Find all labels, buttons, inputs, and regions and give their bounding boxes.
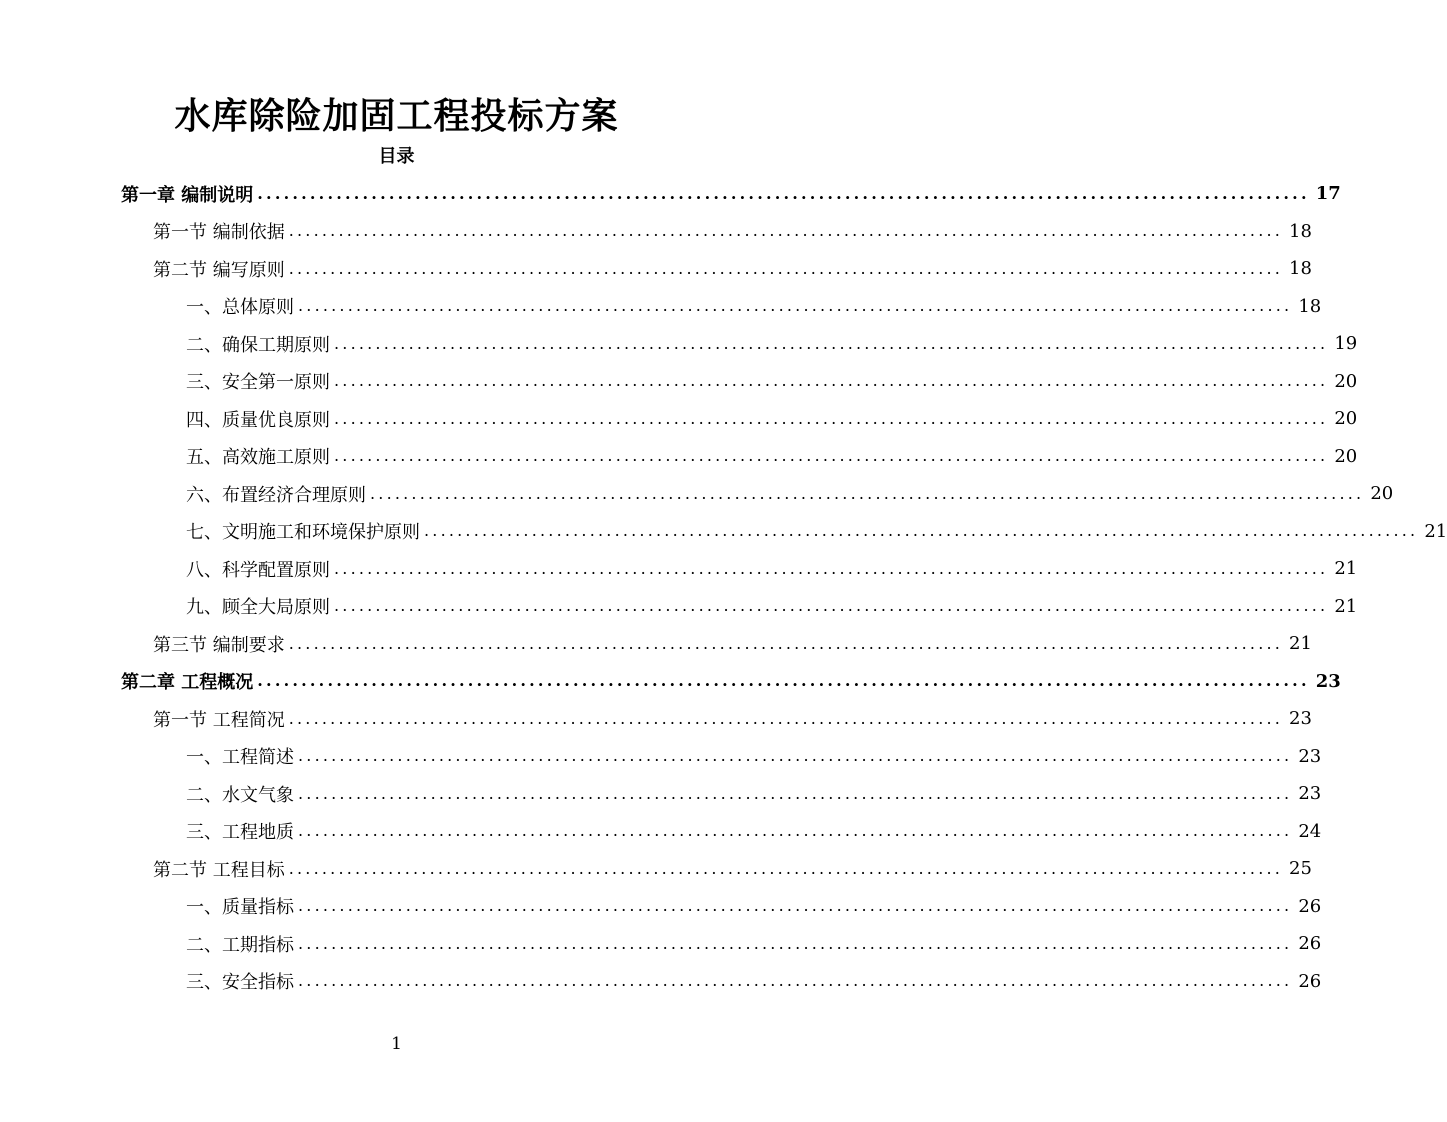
toc-entry[interactable] xyxy=(0,775,1322,813)
toc-dot-leader: ........................................................................................................................ xyxy=(334,596,1329,616)
toc-dot-leader: ........................................................................................................................ xyxy=(288,258,1284,278)
toc-entry-page-number: 18 xyxy=(1289,258,1312,280)
toc-entry-page-number: 18 xyxy=(1298,295,1322,317)
toc-entry[interactable] xyxy=(0,475,1394,513)
toc-entry-page-number: 25 xyxy=(1289,858,1312,880)
toc-entry-page-number: 26 xyxy=(1298,933,1322,955)
toc-entry-label: 二、确保工期原则 xyxy=(186,334,330,356)
toc-dot-leader: ........................................................................................................................ xyxy=(334,446,1329,466)
toc-entry-page-number: 21 xyxy=(1424,520,1447,542)
toc-entry[interactable] xyxy=(0,588,1358,626)
toc-heading: 目录 xyxy=(378,146,415,167)
toc-entry-label: 三、安全第一原则 xyxy=(186,372,330,394)
toc-entry[interactable] xyxy=(0,925,1322,963)
page-number: 1 xyxy=(391,1034,402,1054)
toc-entry-label: 九、顾全大局原则 xyxy=(186,597,330,619)
toc-entry-page-number: 21 xyxy=(1334,558,1358,580)
toc-dot-leader: ........................................................................................................................ xyxy=(288,858,1284,878)
toc-entry-page-number: 17 xyxy=(1315,183,1341,205)
toc-dot-leader: ........................................................................................................................ xyxy=(298,821,1293,841)
toc-dot-leader: ........................................................................................................................ xyxy=(288,708,1284,728)
toc-entry-page-number: 26 xyxy=(1298,970,1322,992)
toc-entry-page-number: 23 xyxy=(1315,670,1341,692)
toc-entry[interactable] xyxy=(0,625,1312,663)
toc-entry-label: 二、工期指标 xyxy=(186,934,294,956)
toc-entry-label: 第一节 工程简况 xyxy=(153,709,285,731)
toc-entry[interactable] xyxy=(0,363,1358,401)
table-of-contents xyxy=(0,175,1447,1000)
toc-entry-label: 第二节 工程目标 xyxy=(153,859,285,881)
document-title: 水库除险加固工程投标方案 xyxy=(174,95,619,137)
toc-entry-label: 第二章 工程概况 xyxy=(121,672,254,694)
toc-dot-leader: ........................................................................................................................ xyxy=(298,296,1293,316)
toc-entry-label: 一、总体原则 xyxy=(186,297,294,319)
toc-entry-page-number: 21 xyxy=(1334,595,1358,617)
toc-entry[interactable] xyxy=(0,400,1358,438)
toc-entry-label: 八、科学配置原则 xyxy=(186,559,330,581)
toc-entry-page-number: 23 xyxy=(1298,783,1322,805)
toc-entry-label: 第一节 编制依据 xyxy=(153,222,285,244)
toc-entry-label: 三、工程地质 xyxy=(186,822,294,844)
toc-dot-leader: ........................................................................................................................ xyxy=(334,371,1329,391)
toc-entry[interactable] xyxy=(0,963,1322,1001)
toc-entry-page-number: 24 xyxy=(1298,820,1322,842)
toc-dot-leader: ........................................................................................................................ xyxy=(334,408,1329,428)
toc-entry-page-number: 20 xyxy=(1370,483,1394,505)
toc-dot-leader: ........................................................................................................................ xyxy=(370,483,1365,503)
toc-entry[interactable] xyxy=(0,325,1358,363)
toc-dot-leader: ........................................................................................................................ xyxy=(298,746,1293,766)
toc-entry-label: 一、工程简述 xyxy=(186,747,294,769)
toc-entry[interactable] xyxy=(0,550,1358,588)
toc-entry-label: 五、高效施工原则 xyxy=(186,447,330,469)
toc-entry-label: 第一章 编制说明 xyxy=(121,184,254,206)
toc-entry[interactable] xyxy=(0,175,1341,213)
toc-dot-leader: ........................................................................................................................ xyxy=(298,783,1293,803)
toc-entry-label: 第三节 编制要求 xyxy=(153,634,285,656)
toc-entry[interactable] xyxy=(0,700,1312,738)
toc-entry-page-number: 20 xyxy=(1334,408,1358,430)
toc-entry-label: 一、质量指标 xyxy=(186,897,294,919)
toc-entry[interactable] xyxy=(0,813,1322,851)
toc-entry-label: 七、文明施工和环境保护原则 xyxy=(186,522,420,544)
toc-entry[interactable] xyxy=(0,738,1322,776)
toc-entry-page-number: 23 xyxy=(1289,708,1312,730)
toc-dot-leader: ........................................................................................................................ xyxy=(298,896,1293,916)
toc-dot-leader: ........................................................................................................................ xyxy=(257,671,1310,691)
toc-dot-leader: ........................................................................................................................ xyxy=(334,333,1329,353)
toc-entry[interactable] xyxy=(0,288,1322,326)
toc-entry-label: 六、布置经济合理原则 xyxy=(186,484,366,506)
toc-entry-page-number: 18 xyxy=(1289,220,1312,242)
toc-entry-page-number: 19 xyxy=(1334,333,1358,355)
toc-dot-leader: ........................................................................................................................ xyxy=(298,933,1293,953)
toc-entry[interactable] xyxy=(0,213,1312,251)
toc-entry-label: 三、安全指标 xyxy=(186,972,294,994)
toc-dot-leader: ........................................................................................................................ xyxy=(298,971,1293,991)
toc-dot-leader: ........................................................................................................................ xyxy=(424,521,1419,541)
toc-entry-page-number: 21 xyxy=(1289,633,1312,655)
toc-entry[interactable] xyxy=(0,438,1358,476)
toc-dot-leader: ........................................................................................................................ xyxy=(257,183,1310,203)
toc-dot-leader: ........................................................................................................................ xyxy=(334,558,1329,578)
toc-entry-page-number: 20 xyxy=(1334,445,1358,467)
toc-entry-page-number: 26 xyxy=(1298,895,1322,917)
toc-entry-page-number: 23 xyxy=(1298,745,1322,767)
toc-entry[interactable] xyxy=(0,850,1312,888)
toc-entry[interactable] xyxy=(0,250,1312,288)
toc-entry-label: 四、质量优良原则 xyxy=(186,409,330,431)
toc-dot-leader: ........................................................................................................................ xyxy=(288,221,1284,241)
toc-entry[interactable] xyxy=(0,513,1447,551)
toc-entry-page-number: 20 xyxy=(1334,370,1358,392)
toc-entry-label: 第二节 编写原则 xyxy=(153,259,285,281)
toc-dot-leader: ........................................................................................................................ xyxy=(288,633,1284,653)
toc-entry-label: 二、水文气象 xyxy=(186,784,294,806)
toc-entry[interactable] xyxy=(0,663,1341,701)
toc-entry[interactable] xyxy=(0,888,1322,926)
